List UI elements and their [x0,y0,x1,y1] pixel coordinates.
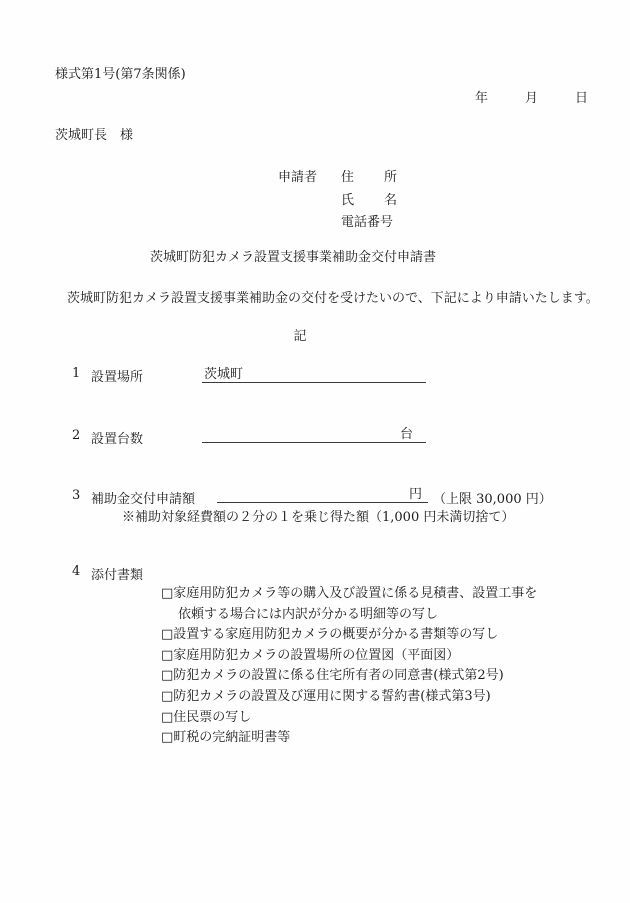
checkbox-icon: □ [161,586,174,601]
attachment-label: 防犯カメラの設置及び運用に関する誓約書(様式第3号) [173,688,491,704]
name-label-char1: 氏 [341,192,355,208]
grant-amount-field [217,487,428,503]
attachment-item [161,687,537,708]
checkbox-icon: □ [161,730,174,746]
applicant-label: 申請者 [278,170,318,185]
item-1-label: 設置場所 [91,370,144,385]
address-label-char1: 住 [341,170,355,185]
item-4-number: 4 [72,564,81,579]
attachment-label: 防犯カメラの設置に係る住宅所有者の同意書(様式第2号) [173,668,504,684]
name-label-char2: 名 [383,192,397,208]
attachment-label-continuation: 依頼する場合には内訳が分かる明細等の写し [178,606,439,622]
applicant-label-spacer [278,190,317,213]
checkbox-icon: □ [161,709,174,725]
applicant-name-label [341,190,397,213]
attachment-item [161,708,537,729]
attachment-item [161,646,537,667]
applicant-address-label [341,167,397,190]
date-year-label: 年 [475,91,489,106]
grant-amount-limit: （上限 30,000 円） [433,492,552,507]
attachment-label: 設置する家庭用防犯カメラの概要が分かる書類等の写し [173,627,499,643]
form-number: 様式第1号(第7条関係) [55,67,186,82]
attachment-item [161,584,537,605]
checkbox-icon: □ [161,668,174,684]
date-month-label: 月 [525,91,539,106]
checkbox-icon: □ [161,627,174,643]
checkbox-icon: □ [161,647,174,663]
attachment-label: 住民票の写し [173,709,252,725]
attachment-item [161,625,537,646]
checkbox-icon: □ [161,688,174,704]
attachment-checklist [161,584,537,749]
applicant-name-row [278,190,397,213]
applicant-address-row [278,167,397,190]
document-title: 茨城町防犯カメラ設置支援事業補助金交付申請書 [149,250,436,265]
addressee: 茨城町長 様 [55,128,134,143]
unit-count-suffix: 台 [399,427,413,442]
body-text: 茨城町防犯カメラ設置支援事業補助金の交付を受けたいので、下記により申請いたします。 [67,291,599,306]
item-4-label: 添付書類 [91,568,144,583]
attachment-label: 家庭用防犯カメラ等の購入及び設置に係る見積書、設置工事を [173,586,538,601]
applicant-phone-row [278,212,397,235]
item-3-label: 補助金交付申請額 [91,492,196,507]
applicant-phone-label: 電話番号 [341,215,394,231]
attachment-item [161,666,537,687]
record-mark: 記 [293,329,307,344]
item-2-label: 設置台数 [91,432,144,447]
unit-count-field [202,427,426,443]
attachment-item [161,728,537,749]
install-location-value: 茨城町 [204,367,244,382]
item-1-number: 1 [72,366,81,381]
attachment-label: 家庭用防犯カメラの設置場所の位置図（平面図） [173,647,460,663]
applicant-label-spacer [278,212,317,235]
date-day-label: 日 [575,91,589,106]
grant-amount-note: ※補助対象経費額の２分の１を乗じ得た額（1,000 円未満切捨て） [122,510,515,525]
grant-amount-unit: 円 [408,487,422,502]
address-label-char2: 所 [383,170,397,185]
applicant-block [278,167,397,235]
attachment-label: 町税の完納証明書等 [173,730,291,746]
item-2-number: 2 [72,428,81,443]
install-location-field [202,367,426,383]
item-3-number: 3 [72,488,81,503]
date-line [475,87,588,106]
